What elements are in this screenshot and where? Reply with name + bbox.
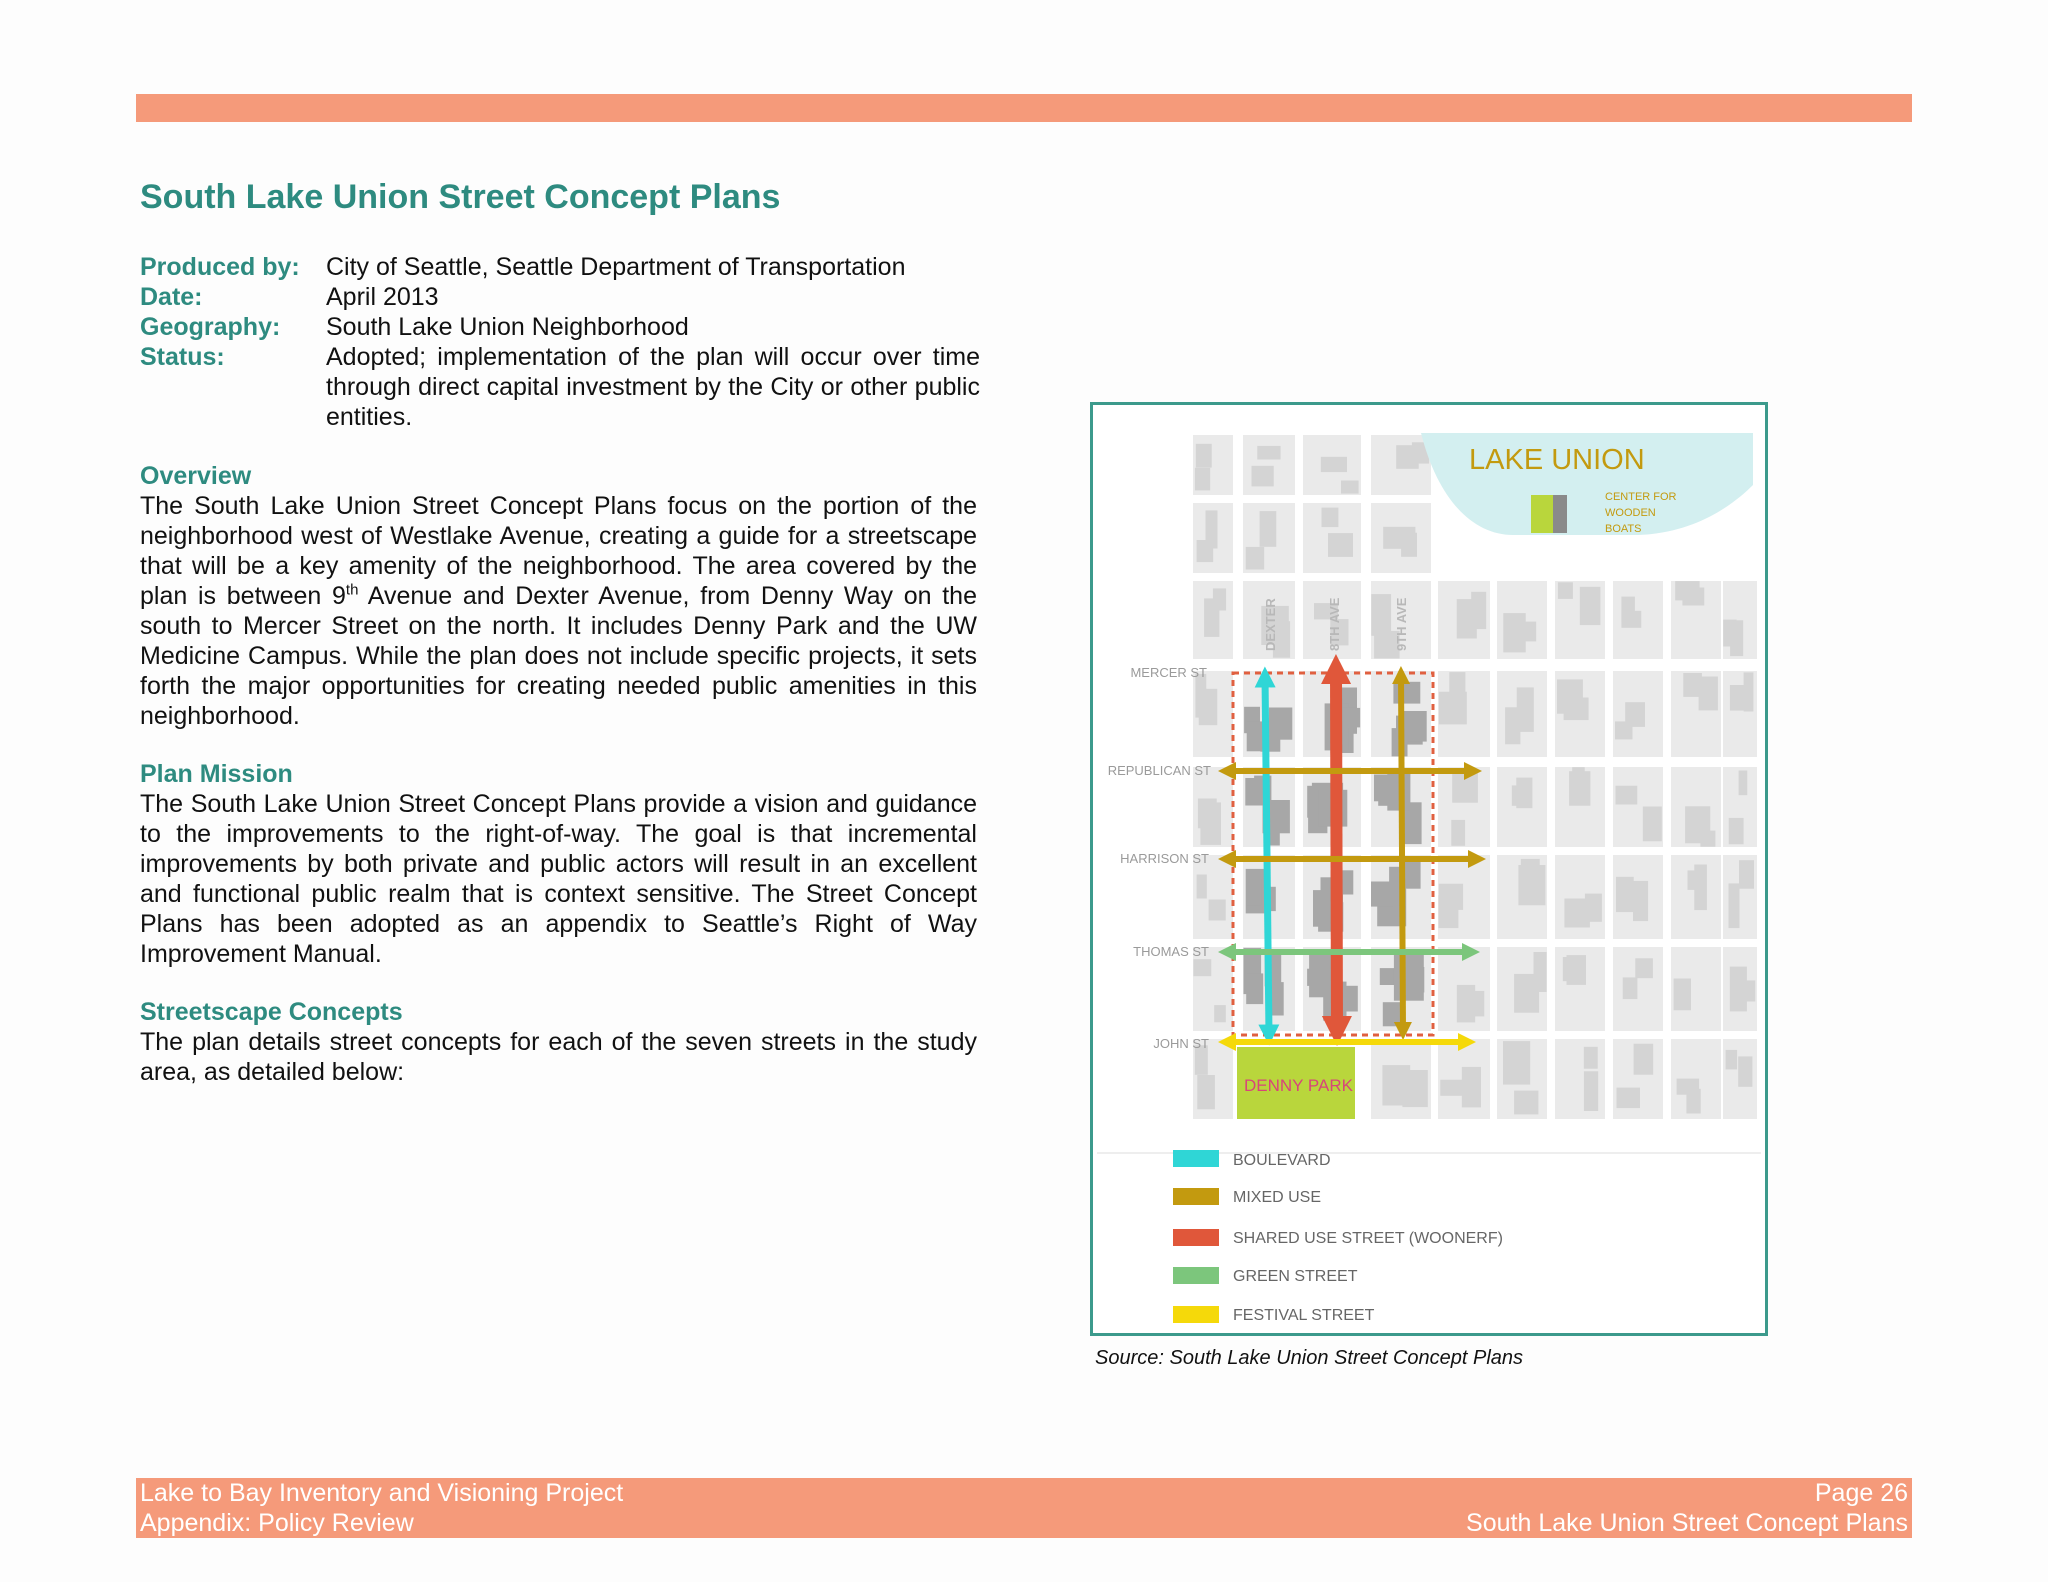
building-footprint	[1557, 679, 1583, 713]
building-footprint	[1371, 882, 1393, 907]
building-footprint	[1729, 818, 1744, 844]
building-footprint	[1322, 508, 1339, 527]
footer-left	[140, 1478, 623, 1538]
legend-swatch-festival-street	[1173, 1306, 1219, 1323]
building-footprint	[1197, 1075, 1215, 1109]
building-footprint	[1623, 977, 1638, 999]
building-footprint	[1518, 865, 1545, 905]
building-footprint	[1213, 588, 1226, 610]
building-footprint	[1643, 807, 1662, 842]
boats-label-2: WOODEN	[1605, 507, 1656, 519]
ordinal-superscript: th	[345, 581, 359, 599]
footer-appendix-label: Appendix: Policy Review	[140, 1509, 414, 1537]
building-footprint	[1209, 900, 1226, 921]
building-footprint	[1471, 592, 1486, 629]
meta-status	[140, 342, 980, 432]
meta-label: Geography:	[140, 313, 281, 341]
boats-label-1: CENTER FOR	[1605, 491, 1677, 503]
building-footprint	[1440, 1080, 1468, 1096]
building-footprint	[1564, 899, 1590, 928]
building-footprint	[1193, 959, 1211, 976]
document-metadata	[140, 252, 980, 432]
building-footprint	[1269, 708, 1292, 740]
legend-label: MIXED USE	[1233, 1189, 1322, 1206]
legend-swatch-mixed-use	[1173, 1188, 1219, 1205]
building-footprint	[1452, 770, 1478, 803]
meta-date	[140, 282, 980, 312]
building-footprint	[1744, 672, 1754, 711]
building-footprint	[1686, 1089, 1700, 1114]
page-title: South Lake Union Street Concept Plans	[140, 178, 781, 216]
building-footprint	[1257, 446, 1280, 460]
building-footprint	[1260, 511, 1277, 547]
building-footprint	[1740, 980, 1755, 1001]
meta-label: Status:	[140, 343, 225, 371]
page-number: Page 26	[1814, 1479, 1908, 1507]
meta-value: Adopted; implementation of the plan will occur over time through direct capital investment by the City or other public entities.	[326, 343, 980, 431]
section-heading: Plan Mission	[140, 760, 293, 788]
meta-label: Date:	[140, 283, 203, 311]
building-footprint	[1451, 820, 1465, 846]
building-footprint	[1200, 802, 1221, 845]
building-footprint	[1517, 687, 1534, 732]
street-label-mercer: MERCER ST	[1130, 665, 1207, 680]
building-footprint	[1516, 778, 1532, 809]
building-footprint	[1558, 582, 1573, 599]
building-footprint	[1584, 1071, 1598, 1111]
legend-label: GREEN STREET	[1233, 1268, 1358, 1285]
footer-right	[1466, 1478, 1908, 1538]
legend-swatch-woonerf	[1173, 1229, 1219, 1246]
building-footprint	[1615, 721, 1633, 739]
building-footprint	[1341, 481, 1359, 494]
building-footprint	[1402, 1070, 1427, 1107]
building-footprint	[1195, 468, 1210, 491]
avenue-label-9th: 9TH AVE	[1394, 597, 1409, 651]
meta-produced-by	[140, 252, 980, 282]
legend-label: SHARED USE STREET (WOONERF)	[1233, 1230, 1503, 1247]
building-footprint	[1633, 881, 1648, 921]
building-footprint	[1674, 979, 1691, 1011]
building-footprint	[1214, 1005, 1226, 1022]
building-footprint	[1616, 786, 1638, 805]
building-footprint	[1563, 957, 1581, 981]
section-heading: Overview	[140, 462, 252, 490]
boats-label-3: BOATS	[1605, 523, 1642, 535]
building-footprint	[1726, 1050, 1738, 1070]
building-footprint	[1617, 1088, 1641, 1109]
lake-union-label: LAKE UNION	[1469, 444, 1645, 476]
page-footer	[136, 1478, 1912, 1538]
street-label-thomas: THOMAS ST	[1133, 944, 1209, 959]
building-footprint	[1635, 958, 1653, 978]
building-footprint	[1616, 877, 1634, 912]
avenue-label-8th: 8TH AVE	[1327, 597, 1342, 651]
building-footprint	[1247, 879, 1262, 905]
building-footprint	[1572, 767, 1585, 797]
building-footprint	[1196, 444, 1212, 468]
legend-swatch-boulevard	[1173, 1150, 1219, 1167]
map-canvas	[1093, 405, 1765, 1333]
building-footprint	[1580, 587, 1601, 625]
plan-mission-section	[140, 759, 977, 969]
meta-geography	[140, 312, 980, 342]
building-footprint	[1694, 865, 1707, 911]
building-footprint	[1383, 527, 1415, 549]
footer-section-title: South Lake Union Street Concept Plans	[1466, 1509, 1908, 1537]
footer-project-title: Lake to Bay Inventory and Visioning Project	[140, 1479, 624, 1507]
legend-label: FESTIVAL STREET	[1233, 1307, 1375, 1324]
building-footprint	[1328, 533, 1353, 557]
avenue-label-dexter: DEXTER	[1263, 598, 1278, 651]
meta-value: City of Seattle, Seattle Department of Transportation	[326, 253, 906, 281]
street-label-john: JOHN ST	[1153, 1036, 1209, 1051]
building-footprint	[1584, 1047, 1598, 1069]
meta-value: April 2013	[326, 283, 439, 311]
building-footprint	[1439, 895, 1459, 928]
8th-ave-woonerf	[1336, 669, 1337, 1031]
street-label-harrison: HARRISON ST	[1120, 851, 1209, 866]
building-footprint	[1246, 973, 1263, 1004]
building-footprint	[1682, 588, 1704, 606]
building-footprint	[1683, 673, 1702, 697]
wooden-boats-building	[1553, 495, 1567, 533]
meta-label: Produced by:	[140, 253, 300, 281]
building-footprint	[1503, 1041, 1530, 1085]
building-footprint	[1463, 991, 1485, 1017]
building-footprint	[1514, 1091, 1538, 1115]
building-footprint	[1729, 883, 1740, 928]
building-footprint	[1439, 692, 1467, 725]
building-footprint	[1252, 466, 1274, 487]
building-footprint	[1730, 685, 1744, 711]
building-footprint	[1393, 682, 1420, 704]
building-footprint	[1739, 771, 1748, 796]
figure-caption: Source: South Lake Union Street Concept Plans	[1095, 1347, 1524, 1369]
section-body: The plan details street concepts for each of the seven streets in the study area, as detailed below:	[140, 1028, 977, 1086]
street-concept-map	[1090, 402, 1768, 1336]
section-body	[140, 491, 977, 731]
building-footprint	[1685, 806, 1710, 843]
building-footprint	[1394, 955, 1424, 1001]
building-footprint	[1195, 674, 1206, 718]
building-footprint	[1634, 1044, 1654, 1075]
building-footprint	[1246, 547, 1265, 570]
legend-label: BOULEVARD	[1233, 1152, 1331, 1169]
meta-value: South Lake Union Neighborhood	[326, 313, 689, 341]
building-footprint	[1534, 952, 1547, 992]
building-footprint	[1739, 860, 1754, 889]
building-footprint	[1321, 457, 1347, 472]
building-footprint	[1503, 613, 1525, 652]
building-footprint	[1396, 445, 1419, 469]
street-label-republican: REPUBLICAN ST	[1107, 763, 1211, 778]
legend-swatch-green-street	[1173, 1267, 1219, 1284]
9th-ave-mixed-use	[1401, 675, 1403, 1031]
streetscape-section	[140, 997, 977, 1087]
building-footprint	[1404, 859, 1421, 889]
building-footprint	[1738, 1056, 1752, 1086]
overview-text-a: The South Lake Union Street Concept Plans focus on the portion of the neighborhood west of Westlake Avenue, creating a guide for a streetscape that will be a key amenity of the neighborhood. The area covered by the plan is between 9	[140, 492, 977, 610]
building-footprint	[1621, 597, 1635, 622]
building-footprint	[1371, 594, 1391, 636]
section-heading: Streetscape Concepts	[140, 998, 403, 1026]
header-bar	[136, 94, 1912, 122]
overview-text-b: Avenue and Dexter Avenue, from Denny Way on the south to Mercer Street on the north. It includes Denny Park and the UW Medicine Campus. While the plan does not include specific projects, it sets forth the major opportunities for creating needed public amenities in this neighborhood.	[140, 582, 977, 730]
building-footprint	[1197, 875, 1207, 899]
wooden-boats-site	[1531, 495, 1553, 533]
section-body: The South Lake Union Street Concept Plans provide a vision and guidance to the improvements to the right-of-way. The goal is that incremental improvements by both private and public actors will result in an excellent and functional public realm that is context sensitive. The Street Concept Plans has been adopted as an appendix to Seattle’s Right of Way Improvement Manual.	[140, 790, 977, 968]
overview-section	[140, 461, 977, 731]
building-footprint	[1197, 540, 1214, 562]
map-legend	[1173, 1150, 1503, 1324]
building-footprint	[1730, 620, 1743, 656]
denny-park-label: DENNY PARK	[1244, 1076, 1353, 1095]
